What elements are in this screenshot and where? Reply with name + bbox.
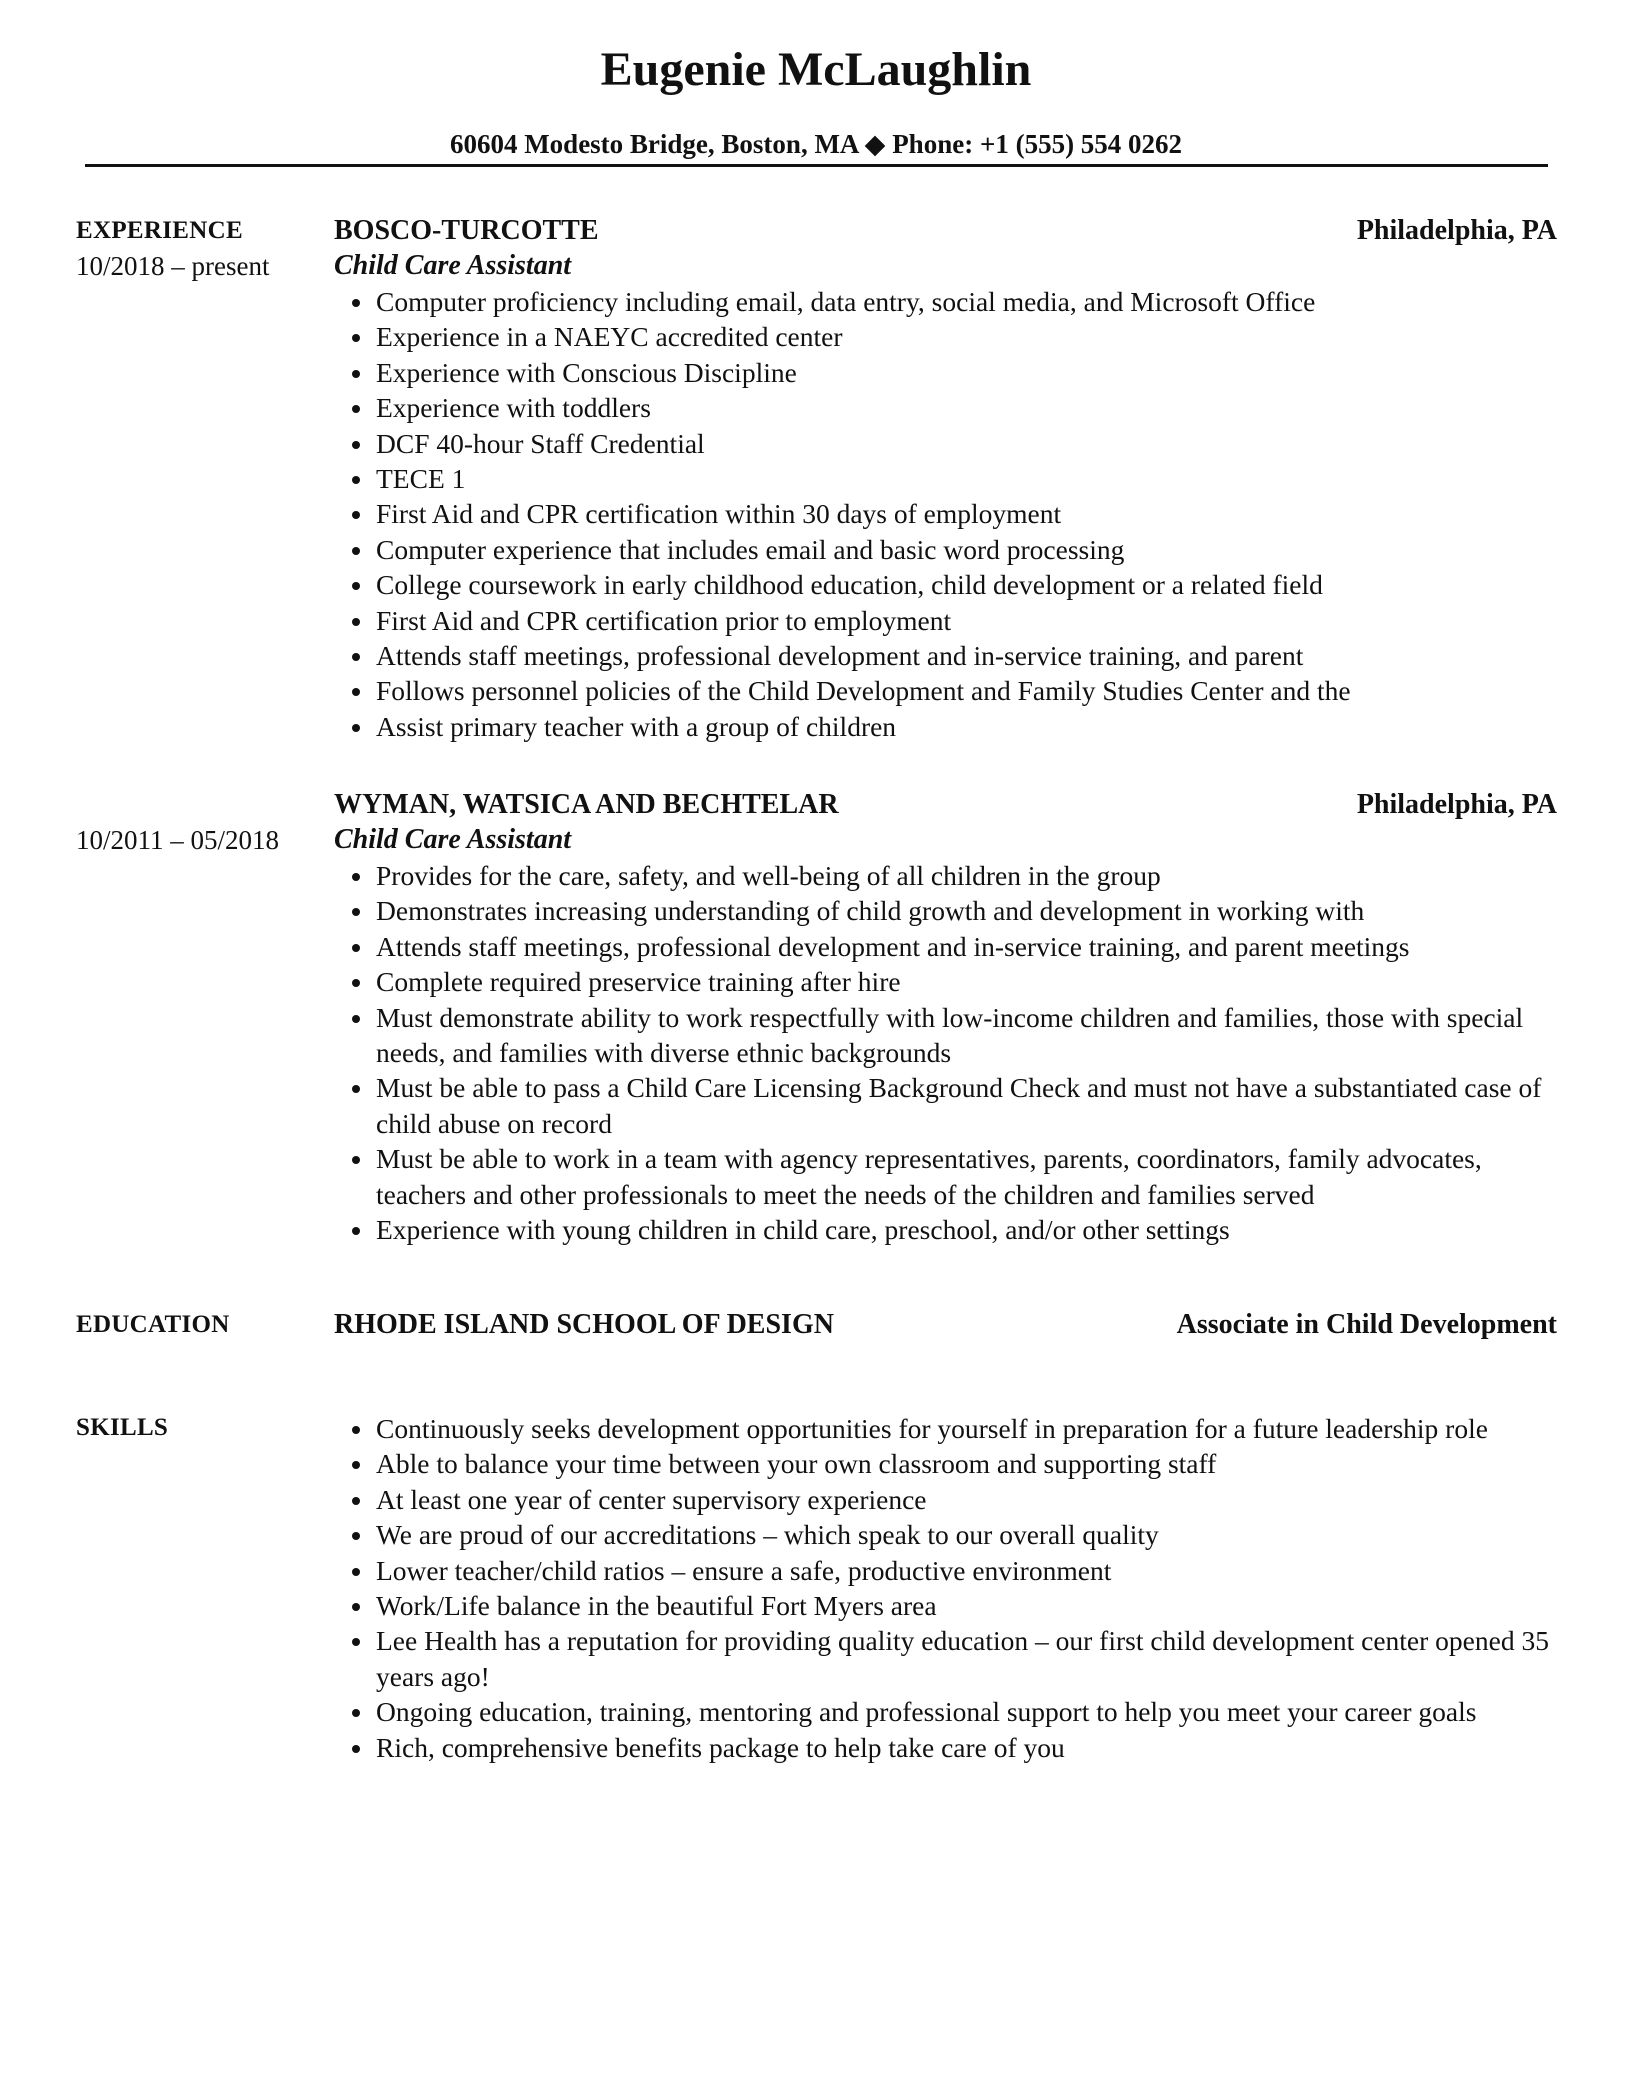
list-item: Must be able to pass a Child Care Licensing Background Check and must not have a substantiated case of child abuse on record [334,1070,1564,1141]
list-item: Experience with Conscious Discipline [334,355,1564,390]
list-item: Complete required preservice training after hire [334,964,1564,999]
list-item: Computer experience that includes email and basic word processing [334,532,1564,567]
list-item: Follows personnel policies of the Child Development and Family Studies Center and the [334,673,1564,708]
list-item: Experience in a NAEYC accredited center [334,319,1564,354]
list-item: First Aid and CPR certification prior to employment [334,603,1564,638]
list-item: At least one year of center supervisory experience [334,1482,1564,1517]
list-item: Continuously seeks development opportunities for yourself in preparation for a future leadership role [334,1411,1564,1446]
job-title: Child Care Assistant [334,824,572,855]
job-bullet-list [334,858,1564,1247]
list-item: Demonstrates increasing understanding of child growth and development in working with [334,893,1564,928]
list-item: Lee Health has a reputation for providing quality education – our first child development center opened 35 years ago! [334,1623,1564,1694]
list-item: We are proud of our accreditations – which speak to our overall quality [334,1517,1564,1552]
list-item: Must demonstrate ability to work respectfully with low-income children and families, those with special needs, and families with diverse ethnic backgrounds [334,1000,1564,1071]
header-divider [85,164,1548,167]
job-dates: 10/2018 – present [76,251,270,281]
job-company: WYMAN, WATSICA AND BECHTELAR [334,789,839,820]
list-item: Experience with toddlers [334,390,1564,425]
job-title: Child Care Assistant [334,250,572,281]
list-item: Ongoing education, training, mentoring and professional support to help you meet your career goals [334,1694,1564,1729]
job-location: Philadelphia, PA [1356,215,1557,246]
section-label-experience: EXPERIENCE [76,217,243,244]
skills-bullet-list [334,1411,1564,1765]
list-item: TECE 1 [334,461,1564,496]
job-location: Philadelphia, PA [1356,789,1557,820]
list-item: Attends staff meetings, professional development and in-service training, and parent [334,638,1564,673]
list-item: Able to balance your time between your own classroom and supporting staff [334,1446,1564,1481]
list-item: Experience with young children in child care, preschool, and/or other settings [334,1212,1564,1247]
contact-line: 60604 Modesto Bridge, Boston, MA ◆ Phone: +1 (555) 554 0262 [449,129,1183,159]
list-item: Computer proficiency including email, data entry, social media, and Microsoft Office [334,284,1564,319]
section-label-education: EDUCATION [76,1311,230,1338]
list-item: Lower teacher/child ratios – ensure a safe, productive environment [334,1553,1564,1588]
education-degree: Associate in Child Development [1176,1309,1557,1340]
list-item: First Aid and CPR certification within 30 days of employment [334,496,1564,531]
list-item: Work/Life balance in the beautiful Fort Myers area [334,1588,1564,1623]
list-item: DCF 40-hour Staff Credential [334,426,1564,461]
list-item: Must be able to work in a team with agency representatives, parents, coordinators, family advocates, teachers and other professionals to meet the needs of the children and families served [334,1141,1564,1212]
section-label-skills: SKILLS [76,1414,169,1441]
list-item: Provides for the care, safety, and well-being of all children in the group [334,858,1564,893]
list-item: College coursework in early childhood education, child development or a related field [334,567,1564,602]
list-item: Rich, comprehensive benefits package to help take care of you [334,1730,1564,1765]
candidate-name: Eugenie McLaughlin [600,43,1032,96]
job-bullet-list [334,284,1564,744]
education-school: RHODE ISLAND SCHOOL OF DESIGN [334,1309,834,1340]
job-dates: 10/2011 – 05/2018 [76,825,280,855]
job-company: BOSCO-TURCOTTE [334,215,599,246]
list-item: Assist primary teacher with a group of children [334,709,1564,744]
list-item: Attends staff meetings, professional development and in-service training, and parent meetings [334,929,1564,964]
